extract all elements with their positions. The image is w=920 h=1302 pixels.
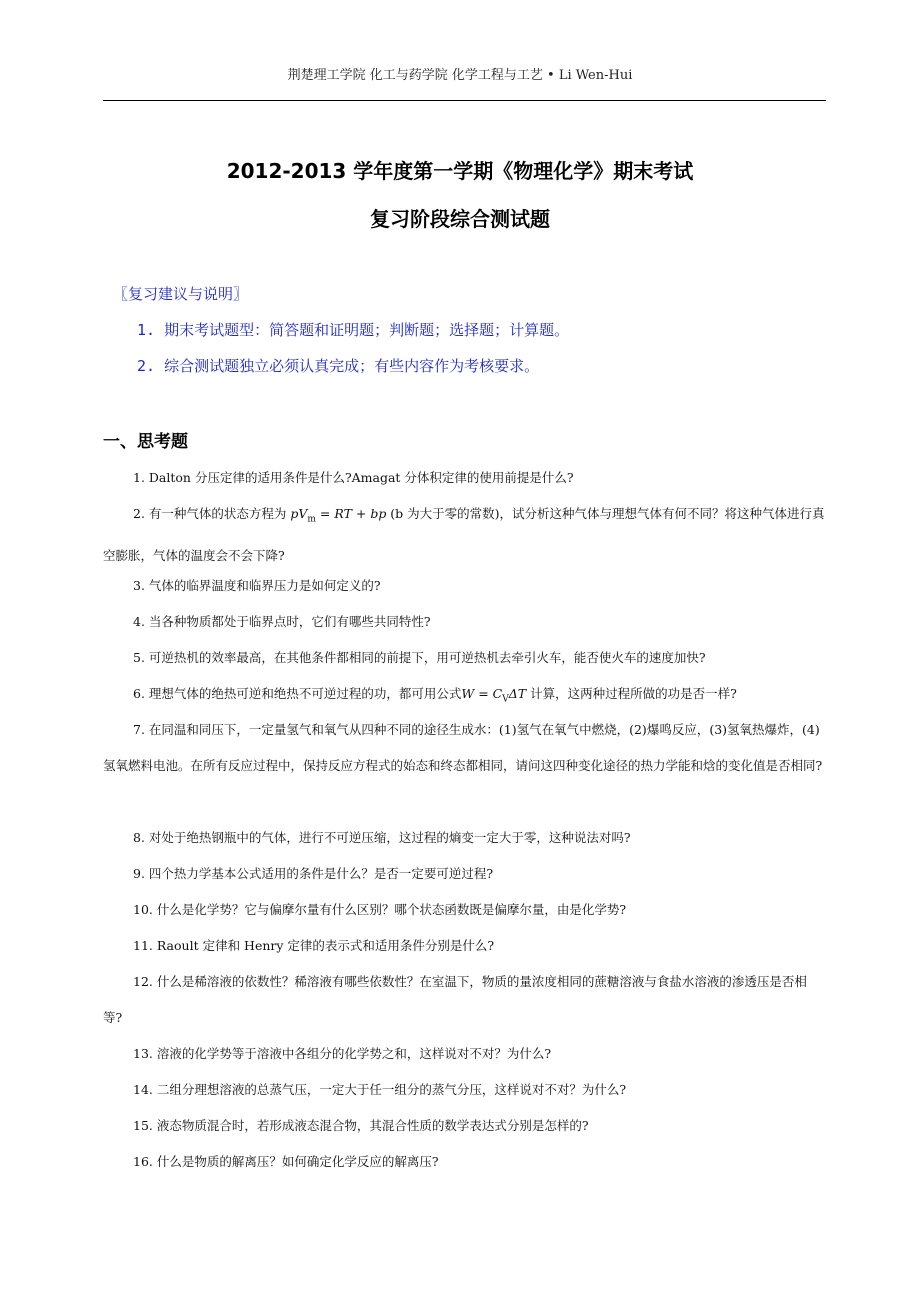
question-15: 15. 液态物质混合时，若形成液态混合物，其混合性质的数学表达式分别是怎样的? bbox=[133, 1118, 589, 1133]
state-equation-formula: $pV_m$ = RT + bp bbox=[290, 506, 387, 525]
question-6-text-pre: 6. 理想气体的绝热可逆和绝热不可逆过程的功，都可用公式 bbox=[133, 686, 462, 701]
question-2-text-post: (b 为大于零的常数)，试分析这种气体与理想气体有何不同？将这种气体进行真空膨胀，气体的温度会不会下降? bbox=[103, 506, 825, 563]
question-1: 1. Dalton 分压定律的适用条件是什么?Amagat 分体积定律的使用前提是什么? bbox=[133, 470, 574, 485]
question-3: 3. 气体的临界温度和临界压力是如何定义的? bbox=[133, 578, 381, 593]
question-12: 12. 什么是稀溶液的依数性？稀溶液有哪些依数性？在室温下，物质的量浓度相同的蔗糖溶液与食盐水溶液的渗透压是否相等? bbox=[103, 974, 807, 1025]
note-item-2: 2. 综合测试题独立必须认真完成；有些内容作为考核要求。 bbox=[137, 357, 540, 375]
question-13: 13. 溶液的化学势等于溶液中各组分的化学势之和，这样说对不对？为什么? bbox=[133, 1046, 552, 1061]
question-16: 16. 什么是物质的解离压？如何确定化学反应的解离压? bbox=[133, 1154, 439, 1169]
work-formula: $W = C_V\Delta T$ bbox=[461, 686, 527, 705]
question-2-text-pre: 2. 有一种气体的状态方程为 bbox=[133, 506, 291, 521]
notes-heading: 〖复习建议与说明〗 bbox=[113, 285, 249, 303]
question-7: 7. 在同温和同压下，一定量氢气和氧气从四种不同的途径生成水：(1)氢气在氧气中燃烧，(2)爆鸣反应，(3)氢氧热爆炸，(4)氢氧燃料电池。在所有反应过程中，保持反应方程式的始态和终态都相同，请问这四种变化途径的热力学能和焓的变化值是否相同? bbox=[103, 722, 823, 773]
question-2 bbox=[103, 496, 826, 574]
header-divider bbox=[103, 100, 826, 101]
question-10: 10. 什么是化学势？它与偏摩尔量有什么区别？哪个状态函数既是偏摩尔量，由是化学势? bbox=[133, 902, 627, 917]
question-6-text-post: 计算，这两种过程所做的功是否一样? bbox=[526, 686, 737, 701]
section-title: 一、思考题 bbox=[103, 432, 188, 452]
question-8: 8. 对处于绝热钢瓶中的气体，进行不可逆压缩，这过程的熵变一定大于零，这种说法对吗? bbox=[133, 830, 631, 845]
question-9: 9. 四个热力学基本公式适用的条件是什么？是否一定要可逆过程? bbox=[133, 866, 494, 881]
document-title: 2012-2013 学年度第一学期《物理化学》期末考试 bbox=[226, 159, 694, 183]
question-14: 14. 二组分理想溶液的总蒸气压，一定大于任一组分的蒸气分压，这样说对不对？为什么? bbox=[133, 1082, 627, 1097]
page-header: 荆楚理工学院 化工与药学院 化学工程与工艺 • Li Wen-Hui bbox=[287, 68, 633, 83]
question-5: 5. 可逆热机的效率最高，在其他条件都相同的前提下，用可逆热机去牵引火车，能否使火车的速度加快? bbox=[133, 650, 706, 665]
question-4: 4. 当各种物质都处于临界点时，它们有哪些共同特性? bbox=[133, 614, 431, 629]
document-subtitle: 复习阶段综合测试题 bbox=[370, 207, 550, 231]
note-item-1: 1. 期末考试题型：简答题和证明题；判断题；选择题；计算题。 bbox=[137, 321, 570, 339]
question-11: 11. Raoult 定律和 Henry 定律的表示式和适用条件分别是什么? bbox=[133, 938, 495, 953]
